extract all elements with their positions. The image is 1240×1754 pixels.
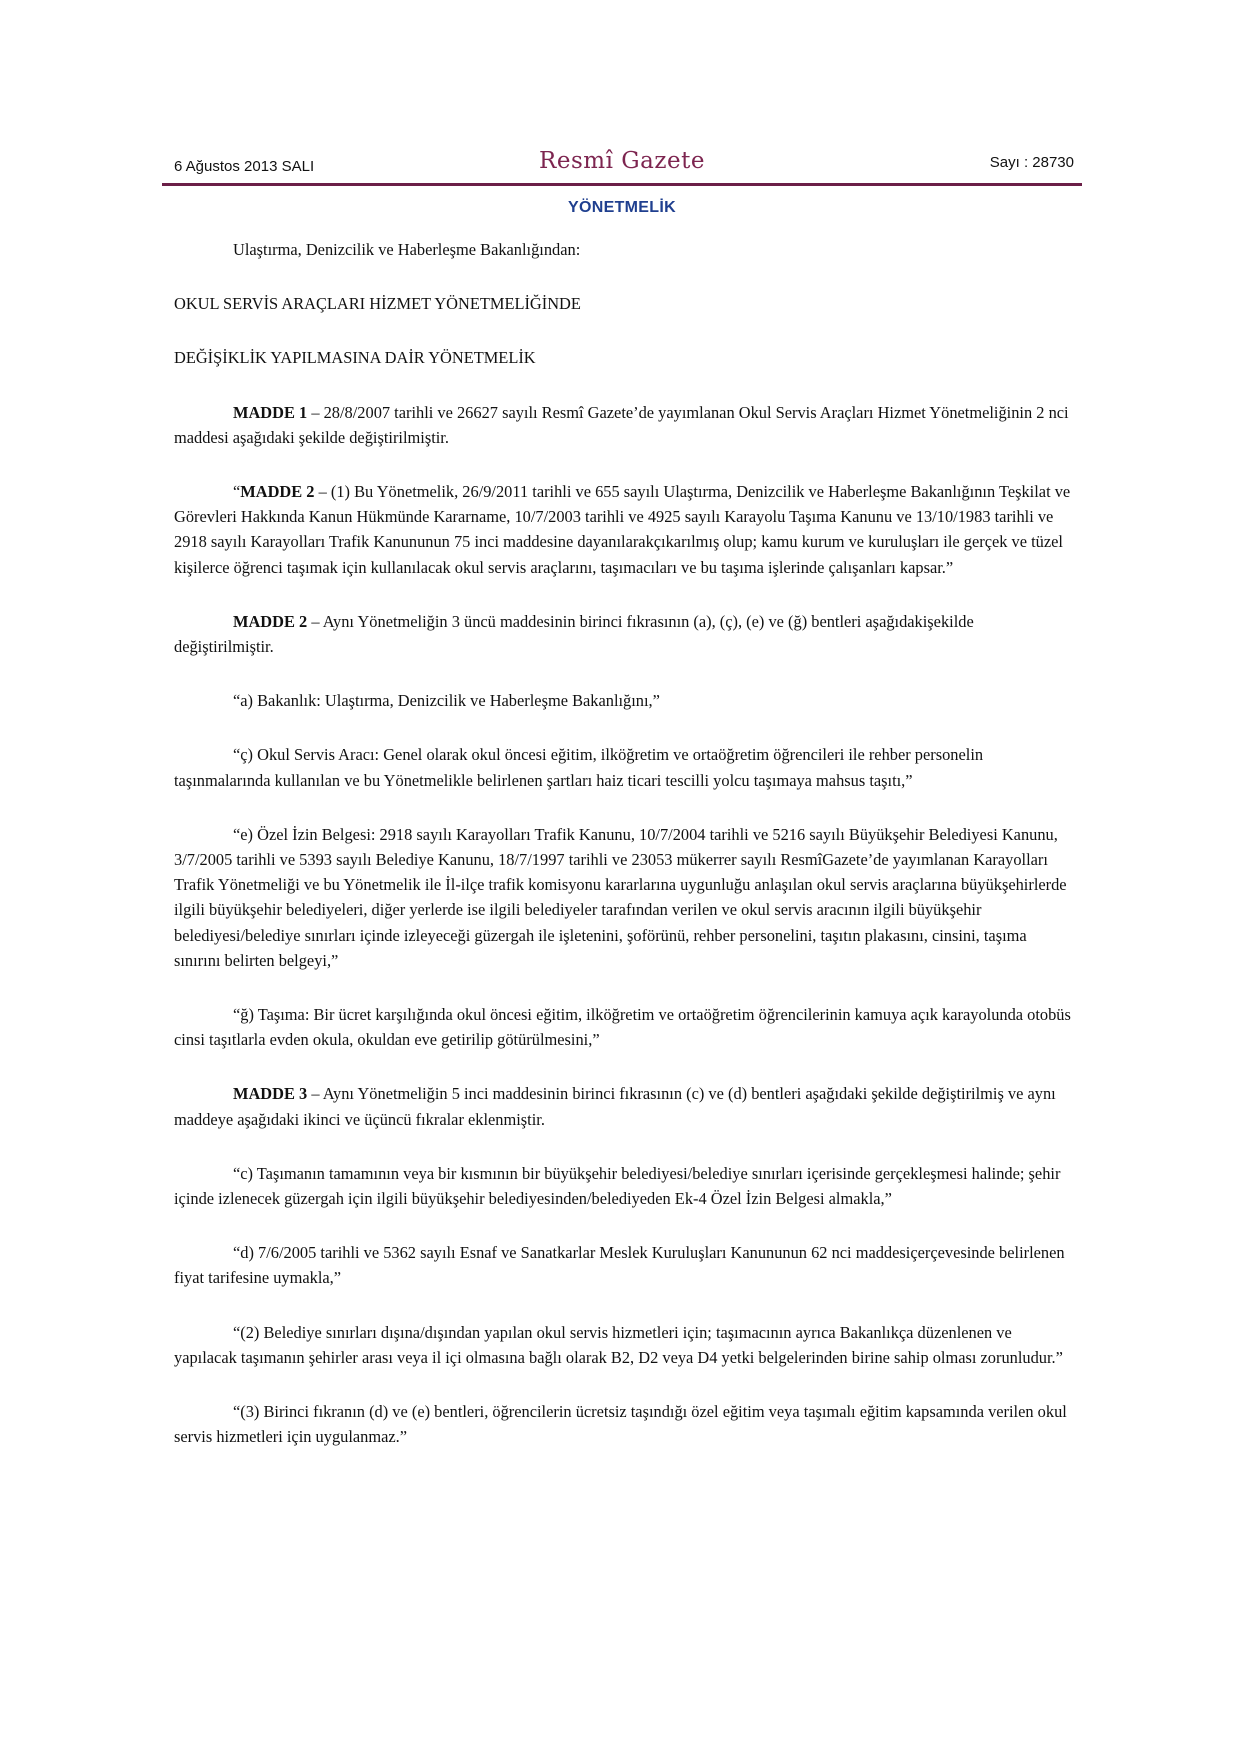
opening-quote: “ bbox=[233, 482, 241, 502]
clause-paragraph: “ç) Okul Servis Aracı: Genel olarak okul öncesi eğitim, ilköğretim ve ortaöğretim öğrencileri ile rehber personelin taşınmalarında kullanılan ve bu Yönetmelikle belirlenen şartları haiz ticari tescilli yolcu taşımaya mahsus taşıtı,” bbox=[174, 745, 984, 790]
header-date: 6 Ağustos 2013 SALI bbox=[174, 158, 315, 175]
regulation-title-line-2: DEĞİŞİKLİK YAPILMASINA DAİR YÖNETMELİK bbox=[174, 348, 536, 368]
section-title: YÖNETMELİK bbox=[568, 199, 676, 216]
clause-paragraph: “(3) Birinci fıkranın (d) ve (e) bentleri, öğrencilerin ücretsiz taşındığı özel eğitim veya taşımalı eğitim kapsamında verilen okul servis hizmetleri için uygulanmaz.” bbox=[174, 1402, 1067, 1447]
article-text: – Aynı Yönetmeliğin 3 üncü maddesinin birinci fıkrasının (a), (ç), (e) ve (ğ) bentleri aşağıdakişekilde değiştirilmiştir. bbox=[174, 611, 974, 657]
clause-paragraph: “c) Taşımanın tamamının veya bir kısmının bir büyükşehir belediyesi/belediye sınırları içerisinde gerçekleşmesi halinde; şehir içinde izlenecek güzergah için ilgili büyükşehir belediyesinden/belediyeden Ek-4 Özel İzin Belgesi almakla,” bbox=[174, 1163, 1061, 1209]
article-paragraph bbox=[174, 1081, 1074, 1131]
article-text: – 28/8/2007 tarihli ve 26627 sayılı Resmî Gazete’de yayımlanan Okul Servis Araçları Hizmet Yönetmeliğinin 2 nci maddesi aşağıdaki şekilde değiştirilmiştir. bbox=[174, 402, 1069, 447]
article-text: – Aynı Yönetmeliğin 5 inci maddesinin birinci fıkrasının (c) ve (d) bentleri aşağıdaki şekilde değiştirilmiş ve aynı maddeye aşağıdaki ikinci ve üçüncü fıkralar eklenmiştir. bbox=[174, 1084, 1056, 1129]
clause-paragraph: “ğ) Taşıma: Bir ücret karşılığında okul öncesi eğitim, ilköğretim ve ortaöğretim öğrencilerinin kamuya açık karayolunda otobüs cinsi taşıtlarla evden okula, okuldan eve getirilip götürülmesini,” bbox=[174, 1005, 1071, 1050]
clause-paragraph: “d) 7/6/2005 tarihli ve 5362 sayılı Esnaf ve Sanatkarlar Meslek Kuruluşları Kanununun 62 nci maddesiçerçevesinde belirlenen fiyat tarifesine uymakla,” bbox=[174, 1243, 1065, 1288]
gazette-title: Resmî Gazete bbox=[539, 148, 705, 174]
article-paragraph bbox=[174, 609, 1074, 659]
issue-number: Sayı : 28730 bbox=[989, 154, 1074, 171]
regulation-title-line-1: OKUL SERVİS ARAÇLARI HİZMET YÖNETMELİĞİNDE bbox=[174, 294, 581, 314]
document-body bbox=[174, 237, 1074, 1479]
article-label: MADDE 3 bbox=[233, 1084, 308, 1104]
clause-paragraph: “(2) Belediye sınırları dışına/dışından yapılan okul servis hizmetleri için; taşımacının ayrıca Bakanlıkça düzenlenen ve yapılacak taşımanın şehirler arası veya il içi olmasına bağlı olarak B2, D2 veya D4 yetki belgelerinden birine sahip olması zorunludur.” bbox=[174, 1322, 1063, 1367]
clause-paragraph: “a) Bakanlık: Ulaştırma, Denizcilik ve Haberleşme Bakanlığını,” bbox=[233, 691, 660, 711]
article-paragraph bbox=[174, 479, 1074, 580]
page-header bbox=[162, 148, 1082, 184]
article-text: – (1) Bu Yönetmelik, 26/9/2011 tarihli ve 655 sayılı Ulaştırma, Denizcilik ve Haberleşme Bakanlığının Teşkilat ve Görevleri Hakkında Kanun Hükmünde Kararname, 10/7/2003 tarihli ve 4925 sayılı Karayolu Taşıma Kanunu ve 13/10/1983 tarihli ve 2918 sayılı Karayolları Trafik Kanununun 75 inci maddesine dayanılarakçıkarılmış olup; kamu kurum ve kuruluşları ile gerçek ve tüzel kişilerce öğrenci taşımak için kullanılacak okul servis araçlarını, taşımacıları ve bu taşıma işlerinde çalışanları kapsar.” bbox=[174, 482, 1071, 577]
article-label: MADDE 2 bbox=[240, 482, 315, 502]
article-paragraph bbox=[174, 400, 1074, 450]
clause-paragraph: “e) Özel İzin Belgesi: 2918 sayılı Karayolları Trafik Kanunu, 10/7/2004 tarihli ve 5216 sayılı Büyükşehir Belediyesi Kanunu, 3/7/2005 tarihli ve 5393 sayılı Belediye Kanunu, 18/7/1997 tarihli ve 23053 mükerrer sayılı ResmîGazete’de yayımlanan Karayolları Trafik Yönetmeliği ve bu Yönetmelik ile İl-ilçe trafik komisyonu kararlarına uygunluğu anlaşılan okul servis araçlarına büyükşehirlerde ilgili büyükşehir belediyeleri, diğer yerlerde ise ilgili belediyeler tarafından verilen ve okul servis aracının ilgili büyükşehir belediyesi/belediye sınırları içinde izleyeceği güzergah ile işletenini, şoförünü, rehber personelini, taşıtın plakasını, cinsini, taşıma sınırını belirten belgeyi,” bbox=[174, 824, 1067, 970]
article-label: MADDE 2 bbox=[233, 611, 308, 631]
article-label: MADDE 1 bbox=[233, 402, 308, 422]
header-divider bbox=[162, 183, 1082, 186]
issuer-line: Ulaştırma, Denizcilik ve Haberleşme Bakanlığından: bbox=[233, 240, 581, 259]
